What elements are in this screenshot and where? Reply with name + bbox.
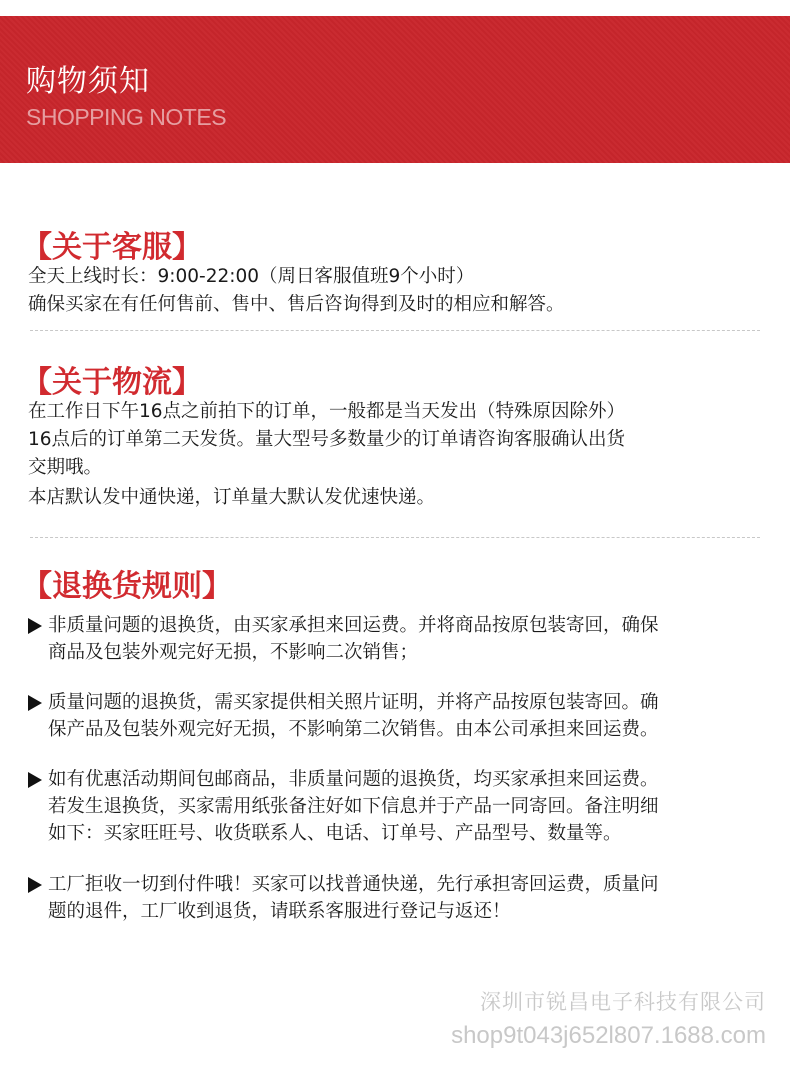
return-rule-text: 保产品及包装外观完好无损，不影响第二次销售。由本公司承担来回运费。 <box>48 719 659 740</box>
triangle-right-icon <box>28 618 42 634</box>
logistics-heading: 【关于物流】 <box>22 365 202 400</box>
return-rule-text: 题的退件，工厂收到退货，请联系客服进行登记与返还！ <box>48 901 511 922</box>
triangle-right-icon <box>28 772 42 788</box>
section-divider <box>30 537 760 538</box>
section-divider <box>30 330 760 331</box>
triangle-right-icon <box>28 877 42 893</box>
banner-title: 购物须知 <box>26 64 150 99</box>
company-watermark: 深圳市锐昌电子科技有限公司 <box>480 990 766 1014</box>
banner-subtitle: SHOPPING NOTES <box>26 104 227 130</box>
return-rule-text: 如下：买家旺旺号、收货联系人、电话、订单号、产品型号、数量等。 <box>48 823 622 844</box>
triangle-right-icon <box>28 695 42 711</box>
customer-service-heading: 【关于客服】 <box>22 230 202 265</box>
return-rule-text: 商品及包装外观完好无损，不影响二次销售； <box>48 642 419 663</box>
logistics-line: 本店默认发中通快递，订单量大默认发优速快递。 <box>28 487 436 508</box>
return-rule-text: 质量问题的退换货，需买家提供相关照片证明，并将产品按原包装寄回。确 <box>48 692 659 713</box>
return-rule-text: 如有优惠活动期间包邮商品，非质量问题的退换货，均买家承担来回运费。 <box>48 769 659 790</box>
header-banner <box>0 16 790 163</box>
logistics-line: 交期哦。 <box>28 457 103 478</box>
logistics-line: 16点后的订单第二天发货。量大型号多数量少的订单请咨询客服确认出货 <box>28 429 626 450</box>
customer-service-hours: 全天上线时长：9:00-22:00（周日客服值班9个小时） <box>28 266 475 287</box>
returns-heading: 【退换货规则】 <box>22 569 232 604</box>
logistics-line: 在工作日下午16点之前拍下的订单，一般都是当天发出（特殊原因除外） <box>28 401 626 422</box>
customer-service-note: 确保买家在有任何售前、售中、售后咨询得到及时的相应和解答。 <box>28 294 565 315</box>
return-rule-text: 若发生退换货，买家需用纸张备注好如下信息并于产品一同寄回。备注明细 <box>48 796 659 817</box>
shop-url-watermark: shop9t043j652l807.1688.com <box>451 1022 766 1049</box>
return-rule-text: 工厂拒收一切到付件哦！买家可以找普通快递，先行承担寄回运费，质量问 <box>48 874 659 895</box>
return-rule-text: 非质量问题的退换货，由买家承担来回运费。并将商品按原包装寄回，确保 <box>48 615 659 636</box>
